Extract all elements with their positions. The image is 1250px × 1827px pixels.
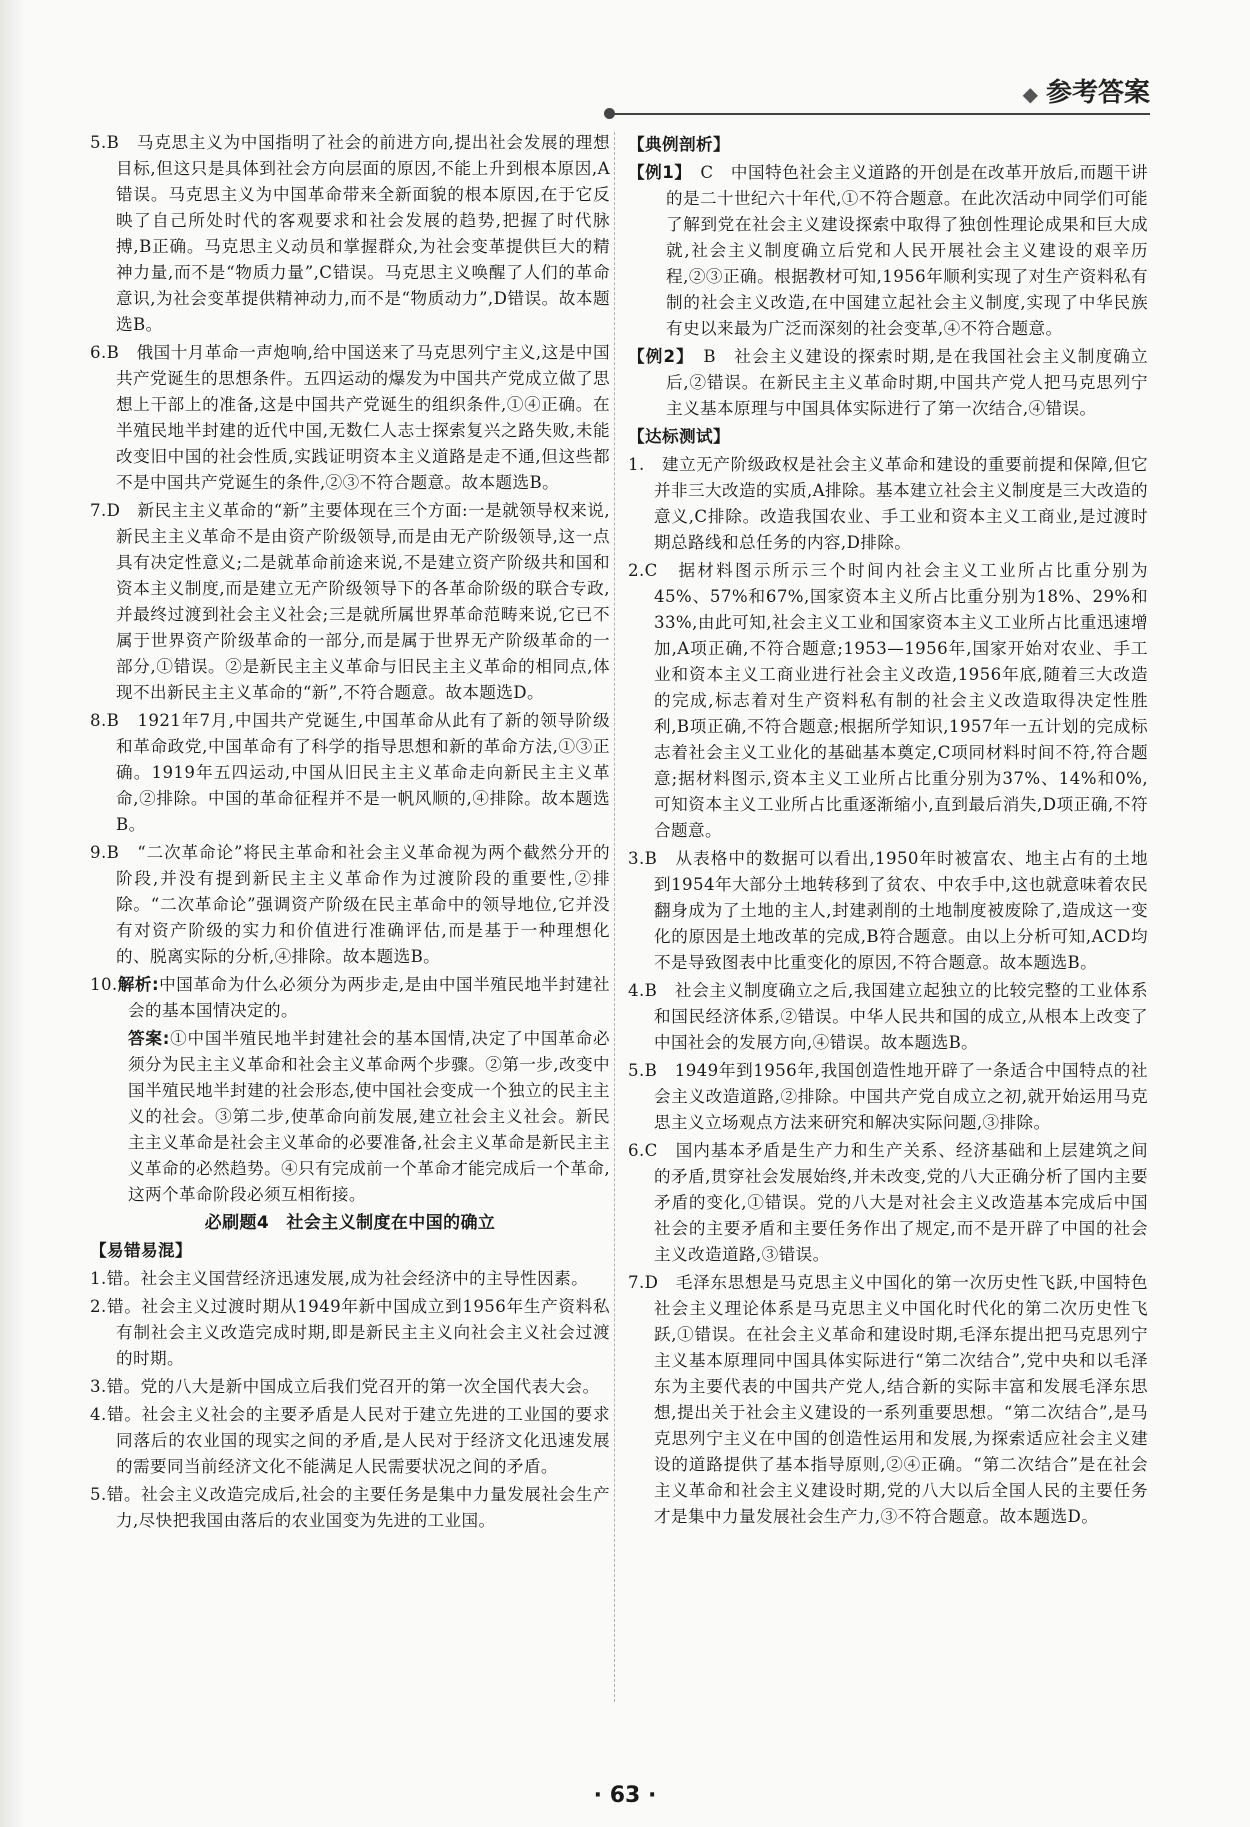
header-dot: [604, 108, 615, 119]
section-title: 必刷题4 社会主义制度在中国的确立: [204, 1213, 496, 1233]
test-item-6: 6.C 国内基本矛盾是生产力和生产关系、经济基础和上层建筑之间的矛盾,贯穿社会发展始终,并未改变,党的八大正确分析了国内主要矛盾的变化,①错误。党的八大是对社会主义改造基本完成后中国社会的主要矛盾和主要任务作出了规定,而不是开辟了中国的社会主义改造道路,③错误。: [628, 1141, 1148, 1264]
header-rule: [610, 113, 1150, 115]
mistake-item-3: 3.错。党的八大是新中国成立后我们党召开的第一次全国代表大会。: [90, 1377, 600, 1396]
answer-item-9: 9.B “二次革命论”将民主革命和社会主义革命视为两个截然分开的阶段,并没有提到新民主主义革命作为过渡阶段的重要性,②排除。“二次革命论”强调资产阶级在民主革命中的领导地位,它并没有对资产阶级的实力和价值进行准确评估,而是基于一种理想化的、脱离实际的分析,④排除。故本题选B。: [90, 843, 611, 966]
page-header: [1023, 72, 1150, 109]
answer-item-5: 5.B 马克思主义为中国指明了社会的前进方向,提出社会发展的理想目标,但这只是具体到社会方向层面的原因,不能上升到根本原因,A错误。马克思主义为中国革命带来全新面貌的根本原因,在于它反映了自己所处时代的客观要求和社会发展的趋势,把握了时代脉搏,B正确。马克思主义动员和掌握群众,为社会变革提供巨大的精神力量,而不是“物质力量”,C错误。马克思主义唤醒了人们的革命意识,为社会变革提供精神动力,而不是“物质动力”,D错误。故本题选B。: [90, 133, 610, 334]
test-item-2: 2.C 据材料图示所示三个时间内社会主义工业所占比重分别为45%、57%和67%,国家资本主义所占比重分别为18%、29%和33%,由此可知,社会主义工业和国家资本主义工业所占比重迅速增加,A项正确,不符合题意;1953—1956年,国家开始对农业、手工业和资本主义工商业进行社会主义改造,1956年底,随着三大改造的完成,标志着对生产资料私有制的社会主义改造取得决定性胜利,B项正确,不符合题意;根据所学知识,1957年一五计划的完成标志着社会主义工业化的基础基本奠定,C项同材料时间不符,符合题意;据材料图示,资本主义工业所占比重分别为37%、14%和0%,可知资本主义工业所占比重逐渐缩小,直到最后消失,D项正确,不符合题意。: [628, 561, 1148, 840]
answer-item-6: 6.B 俄国十月革命一声炮响,给中国送来了马克思列宁主义,这是中国共产党诞生的思想条件。五四运动的爆发为中国共产党成立做了思想上干部上的准备,这是中国共产党诞生的组织条件,①④正确。在半殖民地半封建的近代中国,无数仁人志士探索复兴之路失败,未能改变旧中国的社会性质,实践证明资本主义道路是走不通,但这些都不是中国共产党诞生的条件,②③不符合题意。故本题选B。: [90, 343, 610, 492]
typical-examples-heading: 【典例剖析】: [628, 135, 730, 154]
example-item-2: 【例2】 B 社会主义建设的探索时期,是在我国社会主义制度确立后,②错误。在新民主主义革命时期,中国共产党人把马克思列宁主义基本原理与中国具体实际进行了第一次结合,④错误。: [628, 347, 1148, 418]
example-item-1: 【例1】 C 中国特色社会主义道路的开创是在改革开放后,而题干讲的是二十世纪六十年代,①不符合题意。在此次活动中同学们可能了解到党在社会主义建设探索中取得了独创性理论成果和巨大成就,社会主义制度确立后党和人民开展社会主义建设的艰辛历程,②③正确。根据教材可知,1956年顺利实现了对生产资料私有制的社会主义改造,在中国建立起社会主义制度,实现了中华民族有史以来最为广泛而深刻的社会变革,④不符合题意。: [628, 163, 1149, 338]
tests-heading: 【达标测试】: [628, 427, 730, 446]
column-divider: [614, 132, 615, 1702]
mistake-item-1: 1.错。社会主义国营经济迅速发展,成为社会经济中的主导性因素。: [90, 1269, 589, 1288]
answer-item-8: 8.B 1921年7月,中国共产党诞生,中国革命从此有了新的领导阶级和革命政党,中国革命有了科学的指导思想和新的革命方法,①③正确。1919年五四运动,中国从旧民主主义革命走向新民主主义革命,②排除。中国的革命征程并不是一帆风顺的,④排除。故本题选B。: [90, 711, 610, 834]
mistake-item-5: 5.错。社会主义改造完成后,社会的主要任务是集中力量发展社会生产力,尽快把我国由落后的农业国变为先进的工业国。: [90, 1485, 610, 1530]
header-title: 参考答案: [1045, 78, 1150, 108]
answer-item-10-analysis: 10.解析:中国革命为什么必须分为两步走,是由中国半殖民地半封建社会的基本国情决定的。: [90, 975, 610, 1020]
answer-item-7: 7.D 新民主主义革命的“新”主要体现在三个方面:一是就领导权来说,新民主主义革命不是由资产阶级领导,而是由无产阶级领导,这一点具有决定性意义;二是就革命前途来说,不是建立资产阶级共和国和资本主义制度,而是建立无产阶级领导下的各革命阶级的联合专政,并最终过渡到社会主义社会;三是就所属世界革命范畴来说,它已不属于世界资产阶级革命的一部分,而是属于世界无产阶级革命的一部分,①错误。②是新民主主义革命与旧民主主义革命的相同点,体现不出新民主主义革命的“新”,不符合题意。故本题选D。: [90, 501, 610, 702]
right-column: [628, 130, 1148, 1532]
answer-item-10-answer: 答案:①中国半殖民地半封建社会的基本国情,决定了中国革命必须分为民主主义革命和社会主义革命两个步骤。②第一步,改变中国半殖民地半封建的社会形态,使中国社会变成一个独立的民主主义的社会。③第二步,使革命向前发展,建立社会主义社会。新民主主义革命是社会主义革命的必要准备,社会主义革命是新民主主义革命的必然趋势。④只有完成前一个革命才能完成后一个革命,这两个革命阶段必须互相衔接。: [128, 1029, 610, 1204]
diamond-icon: ◆: [1022, 82, 1038, 106]
mistake-item-4: 4.错。社会主义社会的主要矛盾是人民对于建立先进的工业国的要求同落后的农业国的现实之间的矛盾,是人民对于经济文化迅速发展的需要同当前经济文化不能满足人民需要状况之间的矛盾。: [90, 1405, 610, 1476]
test-item-5: 5.B 1949年到1956年,我国创造性地开辟了一条适合中国特点的社会主义改造道路,②排除。中国共产党自成立之初,就开始运用马克思主义立场观点方法来研究和解决实际问题,③排除。: [628, 1061, 1148, 1132]
test-item-7: 7.D 毛泽东思想是马克思主义中国化的第一次历史性飞跃,中国特色社会主义理论体系是马克思主义中国化时代化的第二次历史性飞跃,①错误。在社会主义革命和建设时期,毛泽东提出把马克思列宁主义基本原理同中国具体实际进行“第二次结合”,党中央和以毛泽东为主要代表的中国共产党人,结合新的实际丰富和发展毛泽东思想,提出关于社会主义建设的一系列重要思想。“第二次结合”,是马克思列宁主义在中国的创造性运用和发展,为探索适应社会主义建设的道路提供了基本指导原则,②④正确。“第二次结合”是在社会主义革命和社会主义建设时期,党的八大以后全国人民的主要任务才是集中力量发展社会生产力,③不符合题意。故本题选D。: [628, 1273, 1148, 1526]
test-item-1: 1. 建立无产阶级政权是社会主义革命和建设的重要前提和保障,但它并非三大改造的实质,A排除。基本建立社会主义制度是三大改造的意义,C排除。改造我国农业、手工业和资本主义工商业,是过渡时期总路线和总任务的内容,D排除。: [628, 455, 1149, 552]
test-item-3: 3.B 从表格中的数据可以看出,1950年时被富农、地主占有的土地到1954年大部分土地转移到了贫农、中农手中,这也就意味着农民翻身成为了土地的主人,封建剥削的土地制度被废除了,造成这一变化的原因是土地改革的完成,B符合题意。由以上分析可知,ACD均不是导致图表中比重变化的原因,不符合题意。故本题选B。: [628, 849, 1148, 972]
mistake-item-2: 2.错。社会主义过渡时期从1949年新中国成立到1956年生产资料私有制社会主义改造完成时期,即是新民主主义向社会主义社会过渡的时期。: [90, 1297, 610, 1368]
easy-mistakes-heading: 【易错易混】: [90, 1241, 192, 1260]
page-number: · 63 ·: [593, 1783, 657, 1808]
left-column: [90, 130, 610, 1536]
page-edge-shadow: [0, 0, 26, 1827]
test-item-4: 4.B 社会主义制度确立之后,我国建立起独立的比较完整的工业体系和国民经济体系,②错误。中华人民共和国的成立,从根本上改变了中国社会的发展方向,④错误。故本题选B。: [628, 981, 1148, 1052]
